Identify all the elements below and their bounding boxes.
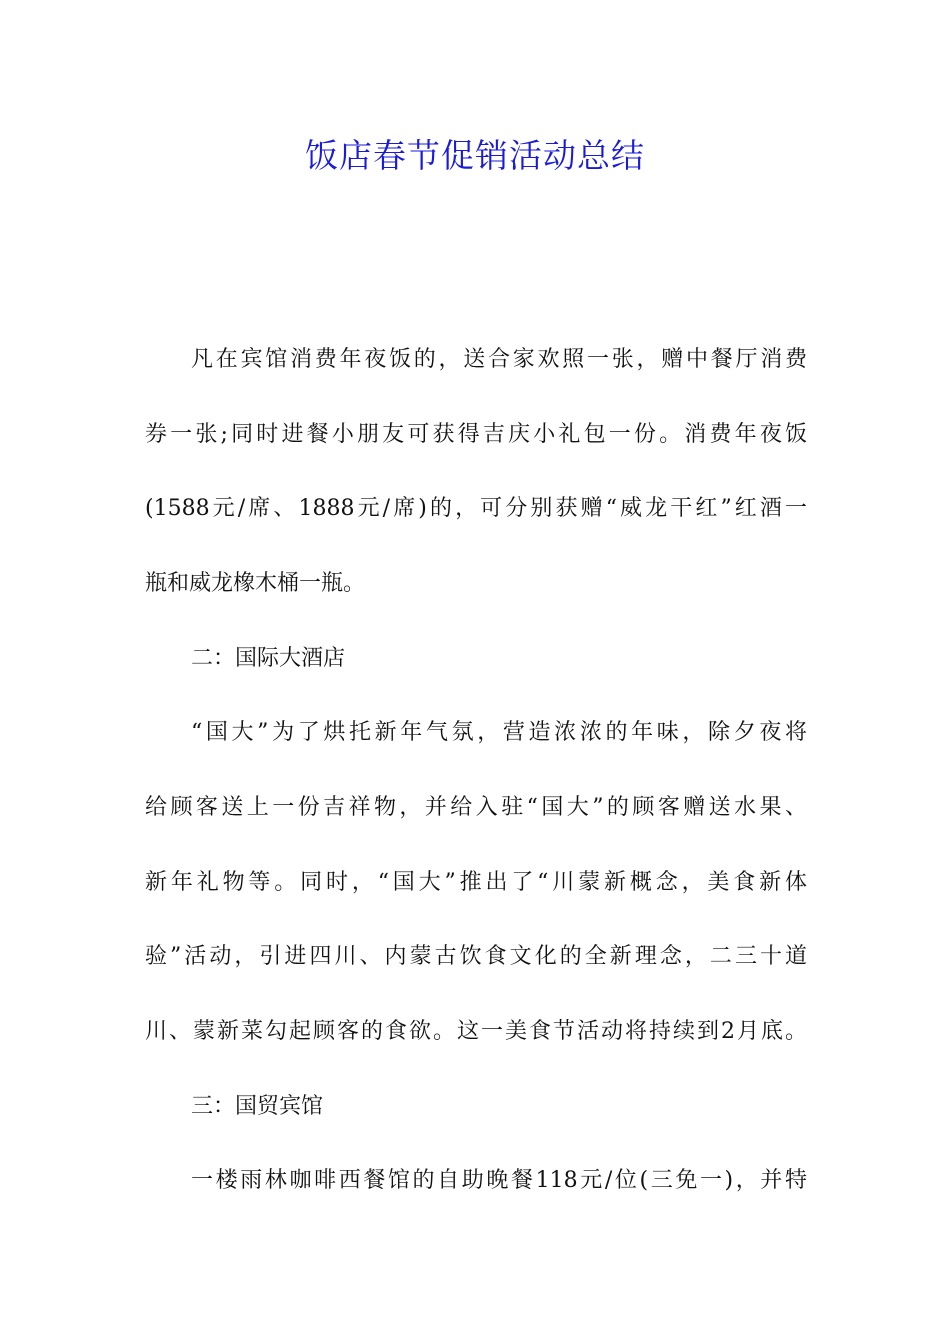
paragraph-line: 给顾客送上一份吉祥物，并给入驻“国大”的顾客赠送水果、 xyxy=(145,795,807,820)
paragraph-line: (1588元/席、1888元/席)的，可分别获赠“威龙干红”红酒一 xyxy=(145,496,807,521)
document-title: 饭店春节促销活动总结 xyxy=(305,136,645,175)
paragraph-line: 券一张;同时进餐小朋友可获得吉庆小礼包一份。消费年夜饭 xyxy=(145,422,807,447)
paragraph-line: 凡在宾馆消费年夜饭的，送合家欢照一张，赠中餐厅消费 xyxy=(191,347,807,372)
paragraph-line: 瓶和威龙橡木桶一瓶。 xyxy=(145,571,366,596)
section-heading: 二：国际大酒店 xyxy=(191,646,346,671)
paragraph-line: 验”活动，引进四川、内蒙古饮食文化的全新理念，二三十道 xyxy=(145,944,807,969)
section-heading: 三：国贸宾馆 xyxy=(191,1094,324,1119)
paragraph-line: 川、蒙新菜勾起顾客的食欲。这一美食节活动将持续到2月底。 xyxy=(145,1019,807,1044)
paragraph-line: 新年礼物等。同时，“国大”推出了“川蒙新概念，美食新体 xyxy=(145,870,807,895)
paragraph-line: 一楼雨林咖啡西餐馆的自助晚餐118元/位(三免一)，并特 xyxy=(191,1168,807,1193)
paragraph-line: “国大”为了烘托新年气氛，营造浓浓的年味，除夕夜将 xyxy=(191,720,807,745)
